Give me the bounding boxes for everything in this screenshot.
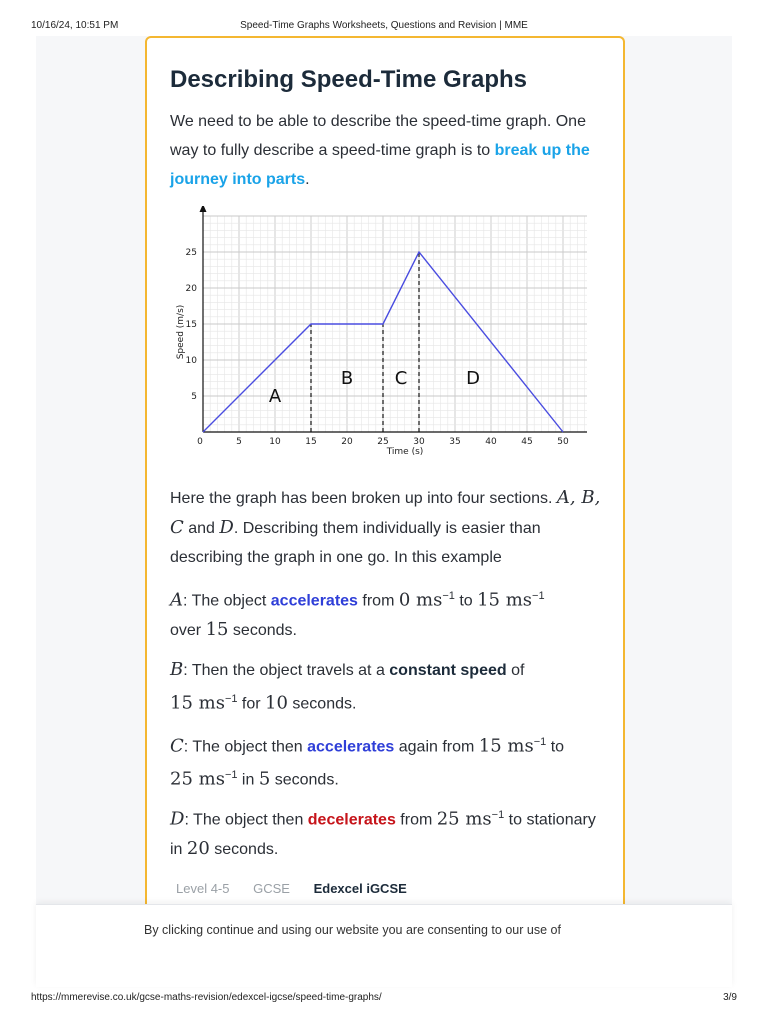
chart-axes bbox=[200, 206, 588, 436]
x-tick-label: 10 bbox=[269, 437, 281, 447]
section-title: Describing Speed-Time Graphs bbox=[170, 66, 527, 93]
x-tick-label: 35 bbox=[449, 437, 461, 447]
y-axis-label: Speed (m/s) bbox=[176, 304, 186, 360]
chart-ticks bbox=[186, 248, 569, 447]
unit-exponent: −1 bbox=[533, 736, 547, 748]
print-datetime: 10/16/24, 10:51 PM bbox=[31, 20, 119, 31]
unit-exponent: −1 bbox=[442, 590, 455, 602]
item-value: 15 ms bbox=[170, 692, 225, 714]
y-axis-arrow bbox=[200, 206, 207, 212]
item-text: : Then the object travels at a bbox=[183, 662, 390, 679]
decelerates-highlight: decelerates bbox=[307, 811, 396, 829]
description-item-a bbox=[170, 582, 610, 645]
item-value: 0 ms bbox=[398, 589, 443, 611]
description-item-c bbox=[170, 728, 610, 795]
item-var: B bbox=[170, 659, 184, 680]
sections-text: Here the graph has been broken up into four sections. bbox=[170, 490, 557, 507]
intro-text: We need to be able to describe the speed-time graph. One way to fully describe a speed-time graph is to bbox=[170, 113, 586, 159]
x-tick-label: 40 bbox=[485, 437, 497, 447]
item-text: : The object then bbox=[183, 738, 308, 756]
item-text: to stationary in bbox=[170, 811, 596, 859]
sections-paragraph bbox=[170, 483, 610, 572]
description-item-d bbox=[170, 801, 610, 864]
item-var: A bbox=[170, 589, 183, 611]
x-tick-label: 15 bbox=[305, 437, 317, 447]
item-text: over bbox=[170, 622, 206, 640]
item-text: again from bbox=[394, 738, 479, 756]
x-tick-label: 45 bbox=[521, 437, 533, 447]
break-up-journey-link[interactable]: break up the journey into parts bbox=[170, 142, 590, 188]
tag-gcse[interactable]: GCSE bbox=[253, 881, 290, 896]
x-tick-label: 0 bbox=[197, 437, 203, 447]
sections-var-d: D bbox=[219, 517, 234, 538]
x-tick-label: 5 bbox=[236, 437, 242, 447]
x-tick-label: 20 bbox=[341, 437, 353, 447]
y-tick-label: 25 bbox=[185, 248, 197, 258]
item-text: to bbox=[546, 738, 565, 756]
item-text: seconds. bbox=[270, 771, 339, 789]
item-text: of bbox=[506, 662, 525, 679]
intro-end: . bbox=[305, 171, 310, 188]
unit-exponent: −1 bbox=[224, 693, 238, 705]
y-tick-label: 5 bbox=[191, 392, 197, 402]
cookie-banner bbox=[36, 904, 732, 987]
unit-exponent: −1 bbox=[224, 769, 238, 782]
x-axis-label: Time (s) bbox=[386, 447, 424, 457]
cookie-consent-text: By clicking continue and using our website you are consenting to our use of bbox=[144, 923, 561, 937]
section-labels bbox=[269, 368, 480, 407]
item-text: to bbox=[454, 592, 478, 610]
item-value: 25 ms bbox=[170, 768, 225, 790]
unit-exponent: −1 bbox=[491, 809, 505, 821]
accelerates-highlight: accelerates bbox=[270, 592, 358, 610]
item-var: C bbox=[170, 735, 184, 757]
print-header bbox=[0, 0, 768, 36]
print-url: https://mmerevise.co.uk/gcse-maths-revision/edexcel-igcse/speed-time-graphs/ bbox=[31, 992, 382, 1003]
item-text: : The object then bbox=[184, 811, 308, 829]
y-tick-label: 20 bbox=[185, 284, 197, 294]
item-text: in bbox=[237, 771, 259, 789]
y-tick-label: 10 bbox=[185, 356, 197, 366]
intro-paragraph bbox=[170, 107, 610, 194]
item-var: D bbox=[170, 808, 185, 830]
section-label-d: D bbox=[466, 368, 480, 389]
item-value: 10 bbox=[265, 692, 288, 714]
tag-edexcel-igcse[interactable]: Edexcel iGCSE bbox=[313, 881, 407, 896]
tag-level[interactable]: Level 4-5 bbox=[176, 881, 230, 896]
section-dividers bbox=[311, 252, 419, 432]
section-label-c: C bbox=[394, 368, 408, 389]
item-value: 20 bbox=[186, 838, 210, 860]
item-text: seconds. bbox=[287, 695, 357, 713]
section-label-a: A bbox=[268, 386, 282, 407]
sections-text-end: . Describing them individually is easier than describing the graph in one go. In this example bbox=[170, 520, 541, 566]
constant-speed-highlight: constant speed bbox=[389, 662, 507, 679]
item-text: for bbox=[237, 695, 266, 713]
x-tick-label: 30 bbox=[413, 437, 425, 447]
x-tick-label: 25 bbox=[377, 437, 389, 447]
item-value: 25 ms bbox=[436, 808, 492, 830]
item-value: 15 ms bbox=[477, 589, 533, 611]
sections-vars: A, B, C bbox=[170, 487, 601, 538]
item-text: seconds. bbox=[209, 841, 279, 859]
section-label-b: B bbox=[340, 368, 354, 389]
item-value: 15 ms bbox=[478, 735, 534, 757]
item-text: from bbox=[395, 811, 437, 829]
unit-exponent: −1 bbox=[532, 590, 545, 602]
content-card bbox=[145, 36, 625, 938]
sections-and: and bbox=[183, 520, 220, 537]
x-tick-label: 50 bbox=[557, 437, 569, 447]
chart-grid bbox=[203, 216, 587, 432]
print-page-number: 3/9 bbox=[723, 992, 737, 1003]
y-tick-label: 15 bbox=[185, 320, 197, 330]
tag-list bbox=[176, 881, 427, 896]
description-item-b bbox=[170, 655, 610, 718]
speed-time-graph bbox=[167, 206, 587, 468]
item-text: seconds. bbox=[228, 622, 297, 640]
item-value: 5 bbox=[258, 768, 271, 790]
accelerates-highlight: accelerates bbox=[307, 738, 395, 756]
item-value: 15 bbox=[205, 619, 229, 641]
print-page-title: Speed-Time Graphs Worksheets, Questions and Revision | MME bbox=[240, 20, 528, 31]
item-text: from bbox=[357, 592, 399, 610]
item-text: : The object bbox=[183, 592, 271, 610]
